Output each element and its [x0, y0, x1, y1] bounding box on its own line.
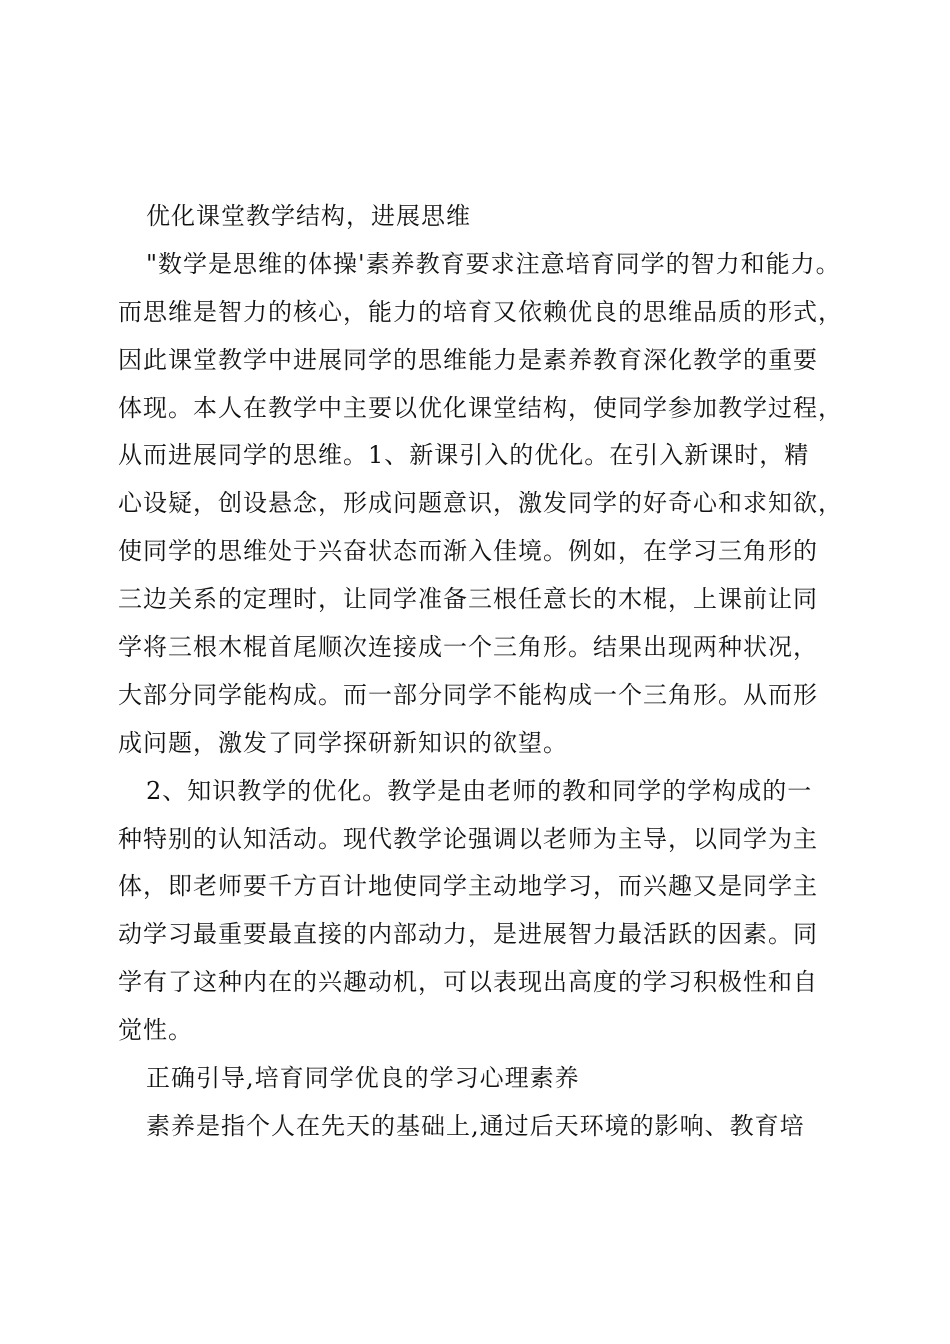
paragraph-line: 觉性。: [118, 1016, 193, 1045]
document-body: [118, 196, 843, 1154]
section-heading: 优化课堂教学结构，进展思维: [146, 202, 471, 230]
paragraph-line: 从而进展同学的思维。1、新课引入的优化。在引入新课时，精: [118, 441, 810, 470]
paragraph-line: 学有了这种内在的兴趣动机，可以表现出高度的学习积极性和自: [118, 968, 818, 997]
paragraph-line: 动学习最重要最直接的内部动力，是进展智力最活跃的因素。同: [118, 920, 818, 949]
paragraph-line: 2、知识教学的优化。教学是由老师的教和同学的学构成的一: [146, 776, 813, 805]
paragraph-line: 而思维是智力的核心，能力的培育又依赖优良的思维品质的形式，: [118, 297, 843, 326]
paragraph-line: 学将三根木棍首尾顺次连接成一个三角形。结果出现两种状况，: [118, 633, 818, 662]
section-heading: 正确引导,培育同学优良的学习心理素养: [146, 1064, 580, 1093]
paragraph-line: 使同学的思维处于兴奋状态而渐入佳境。例如，在学习三角形的: [118, 537, 818, 566]
paragraph-line: 大部分同学能构成。而一部分同学不能构成一个三角形。从而形: [118, 680, 818, 709]
paragraph-line: 因此课堂教学中进展同学的思维能力是素养教育深化教学的重要: [118, 345, 818, 374]
paragraph-line: "数学是思维的体操'素养教育要求注意培育同学的智力和能力。: [146, 249, 841, 278]
paragraph-line: 体，即老师要千方百计地使同学主动地学习，而兴趣又是同学主: [118, 872, 818, 901]
paragraph-line: 心设疑，创设悬念，形成问题意识，激发同学的好奇心和求知欲，: [118, 489, 843, 518]
paragraph-line: 成问题，激发了同学探研新知识的欲望。: [118, 728, 568, 757]
paragraph-line: 体现。本人在教学中主要以优化课堂结构，使同学参加教学过程，: [118, 393, 843, 422]
paragraph-line: 素养是指个人在先天的基础上,通过后天环境的影响、教育培: [146, 1111, 805, 1140]
paragraph-line: 种特别的认知活动。现代教学论强调以老师为主导，以同学为主: [118, 824, 818, 853]
paragraph-line: 三边关系的定理时，让同学准备三根任意长的木棍，上课前让同: [118, 585, 818, 614]
